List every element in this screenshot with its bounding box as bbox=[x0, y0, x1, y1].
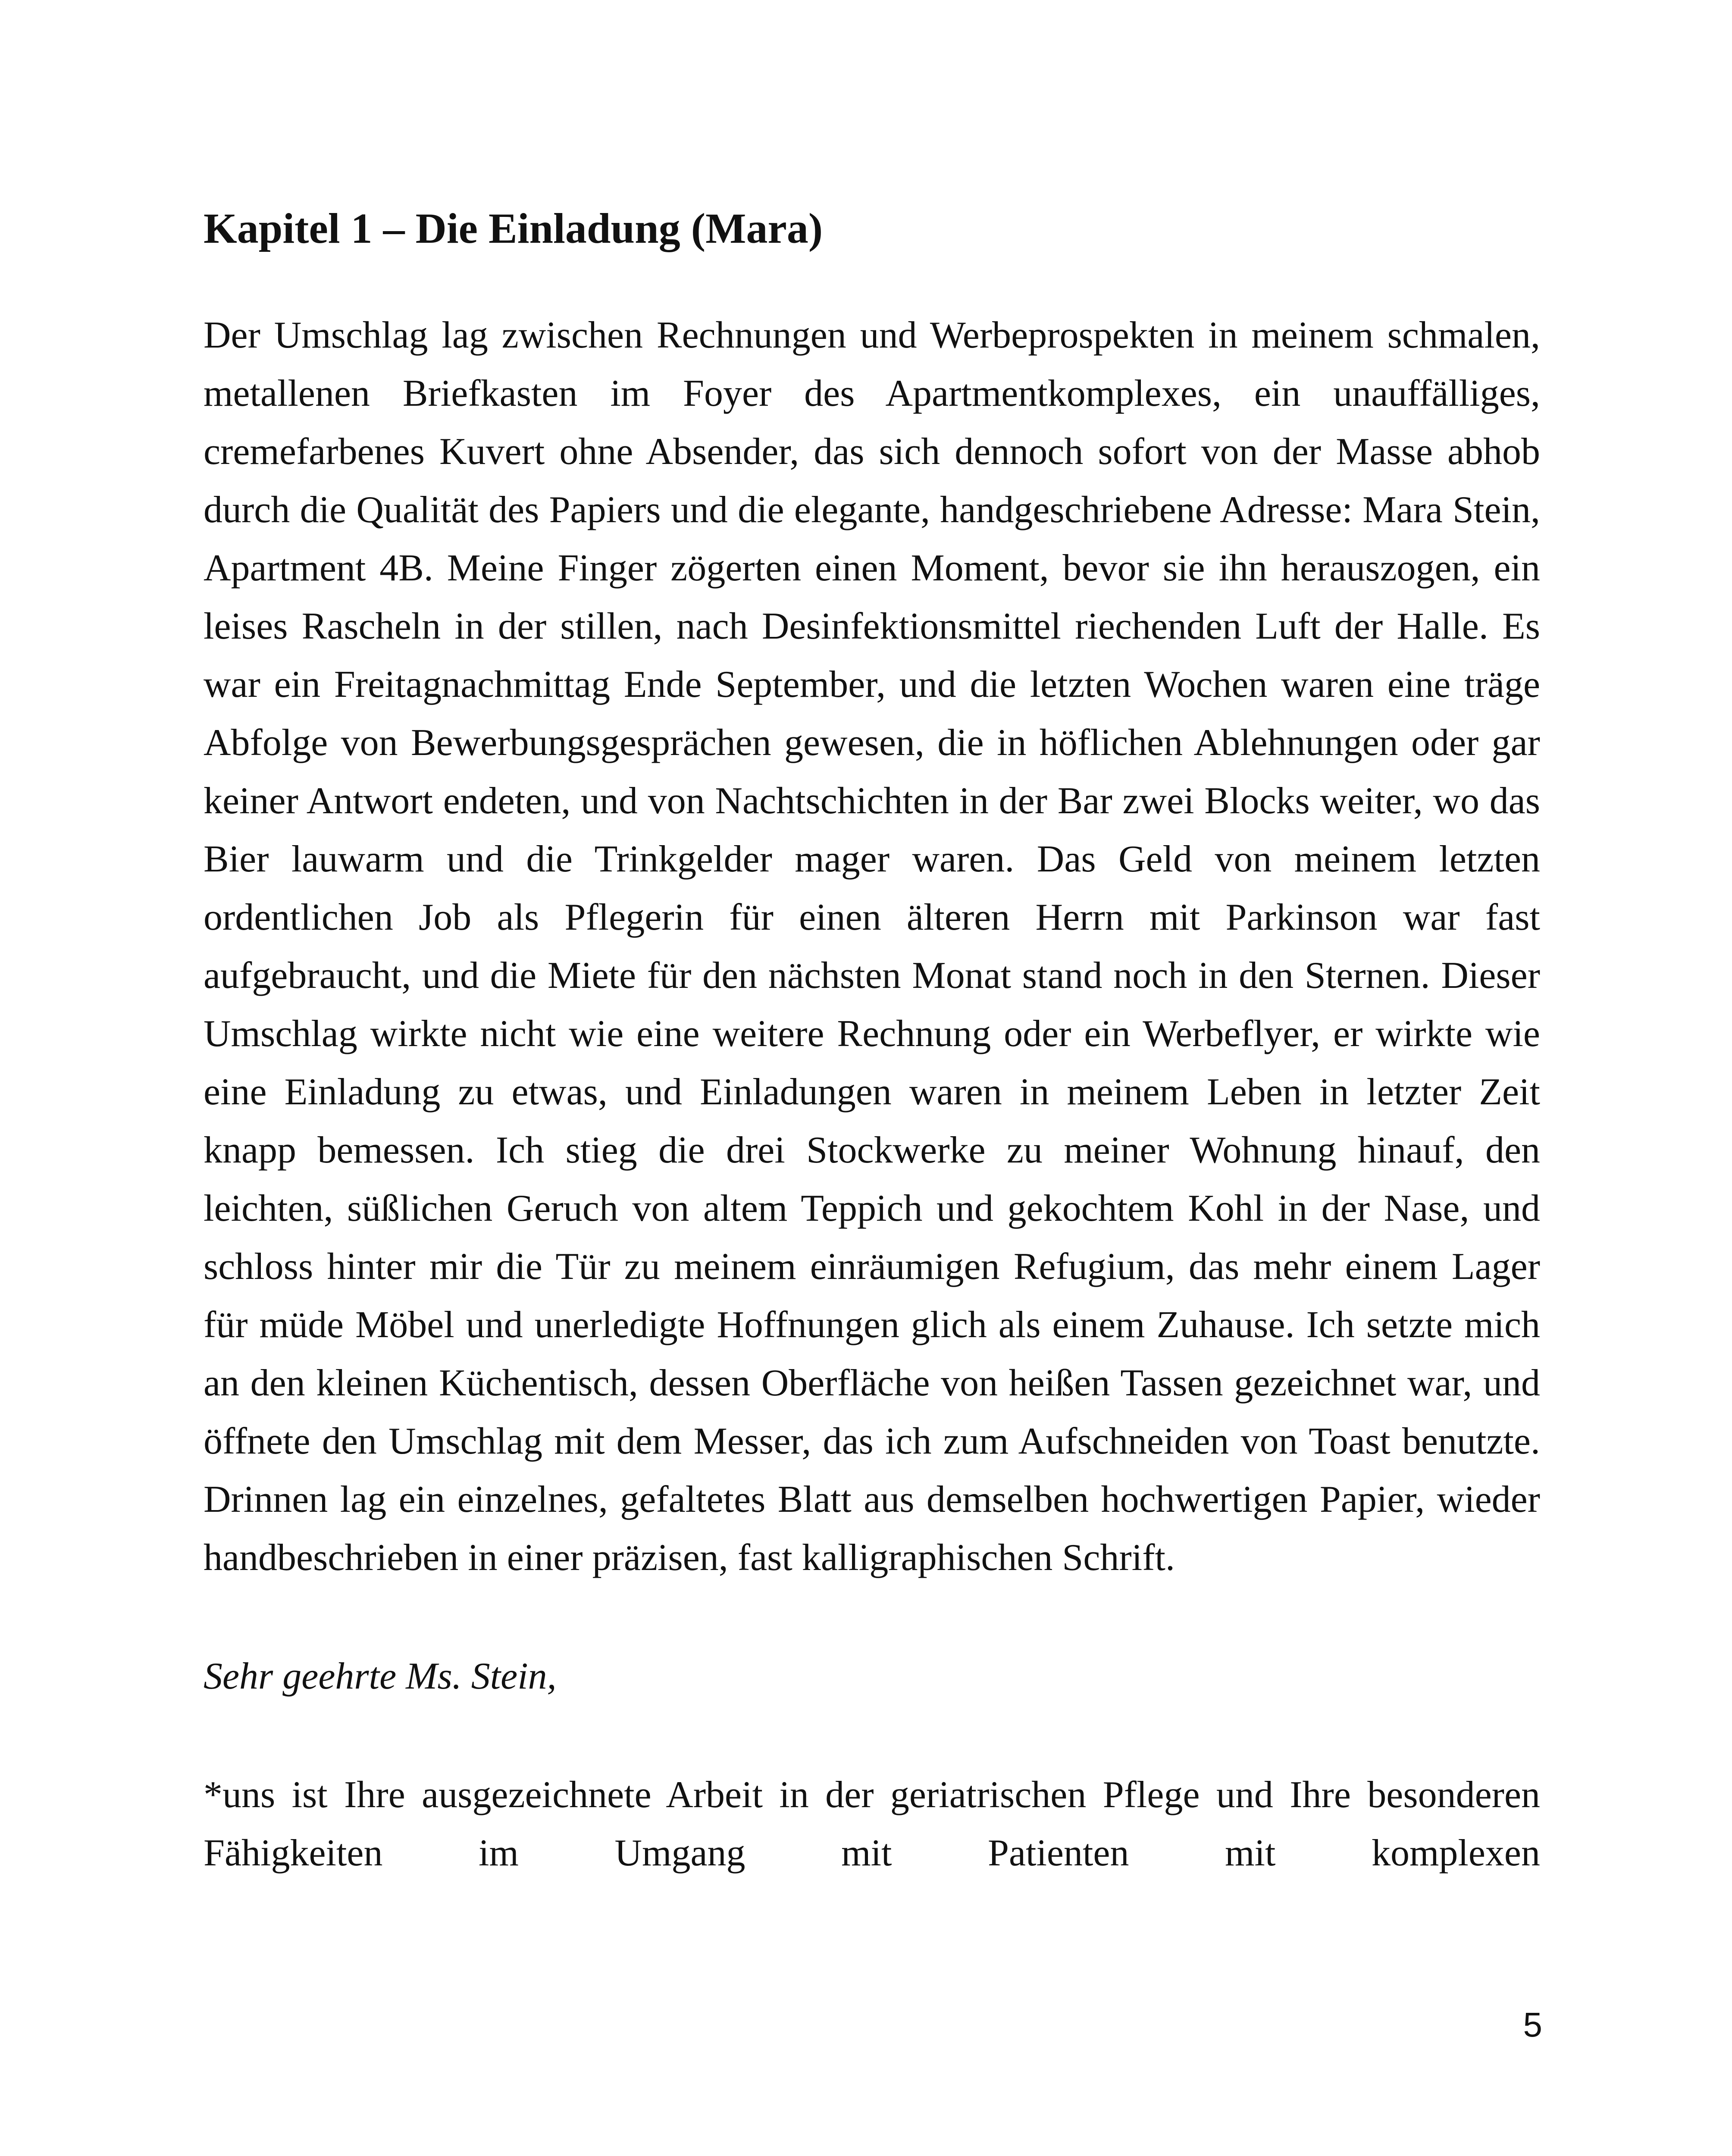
letter-paragraph: *uns ist Ihre ausgezeichnete Arbeit in der geriatrischen Pflege und Ihre besonderen Fähigkeiten im Umgang mit Patienten mit komplexen bbox=[204, 1774, 1540, 1874]
chapter-title: Kapitel 1 – Die Einladung (Mara) bbox=[204, 204, 823, 252]
letter-salutation: Sehr geehrte Ms. Stein, bbox=[204, 1655, 557, 1697]
page-number: 5 bbox=[1523, 2006, 1542, 2044]
page-content bbox=[204, 203, 1540, 1882]
main-paragraph: Der Umschlag lag zwischen Rechnungen und Werbeprospekten in meinem schmalen, metallenen Briefkasten im Foyer des Apartmentkomplexes, ein unauffälliges, cremefarbenes Kuvert ohne Absender, das sich dennoch sofort von der Masse abhob durch die Qualität des Papiers und die elegante, handgeschriebene Adresse: Mara Stein, Apartment 4B. Meine Finger zögerten einen Moment, bevor sie ihn herauszogen, ein leises Rascheln in der stillen, nach Desinfektionsmittel riechenden Luft der Halle. Es war ein Freitagnachmittag Ende September, und die letzten Wochen waren eine träge Abfolge von Bewerbungsgesprächen gewesen, die in höflichen Ablehnungen oder gar keiner Antwort endeten, und von Nachtschichten in der Bar zwei Blocks weiter, wo das Bier lauwarm und die Trinkgelder mager waren. Das Geld von meinem letzten ordentlichen Job als Pflegerin für einen älteren Herrn mit Parkinson war fast aufgebraucht, und die Miete für den nächsten Monat stand noch in den Sternen. Dieser Umschlag wirkte nicht wie eine weitere Rechnung oder ein Werbeflyer, er wirkte wie eine Einladung zu etwas, und Einladungen waren in meinem Leben in letzter Zeit knapp bemessen. Ich stieg die drei Stockwerke zu meiner Wohnung hinauf, den leichten, süßlichen Geruch von altem Teppich und gekochtem Kohl in der Nase, und schloss hinter mir die Tür zu meinem einräumigen Refugium, das mehr einem Lager für müde Möbel und unerledigte Hoffnungen glich als einem Zuhause. Ich setzte mich an den kleinen Küchentisch, dessen Oberfläche von heißen Tassen gezeichnet war, und öffnete den Umschlag mit dem Messer, das ich zum Aufschneiden von Toast benutzte. Drinnen lag ein einzelnes, gefaltetes Blatt aus demselben hochwertigen Papier, wieder handbeschrieben in einer präzisen, fast kalligraphischen Schrift. bbox=[204, 314, 1540, 1579]
